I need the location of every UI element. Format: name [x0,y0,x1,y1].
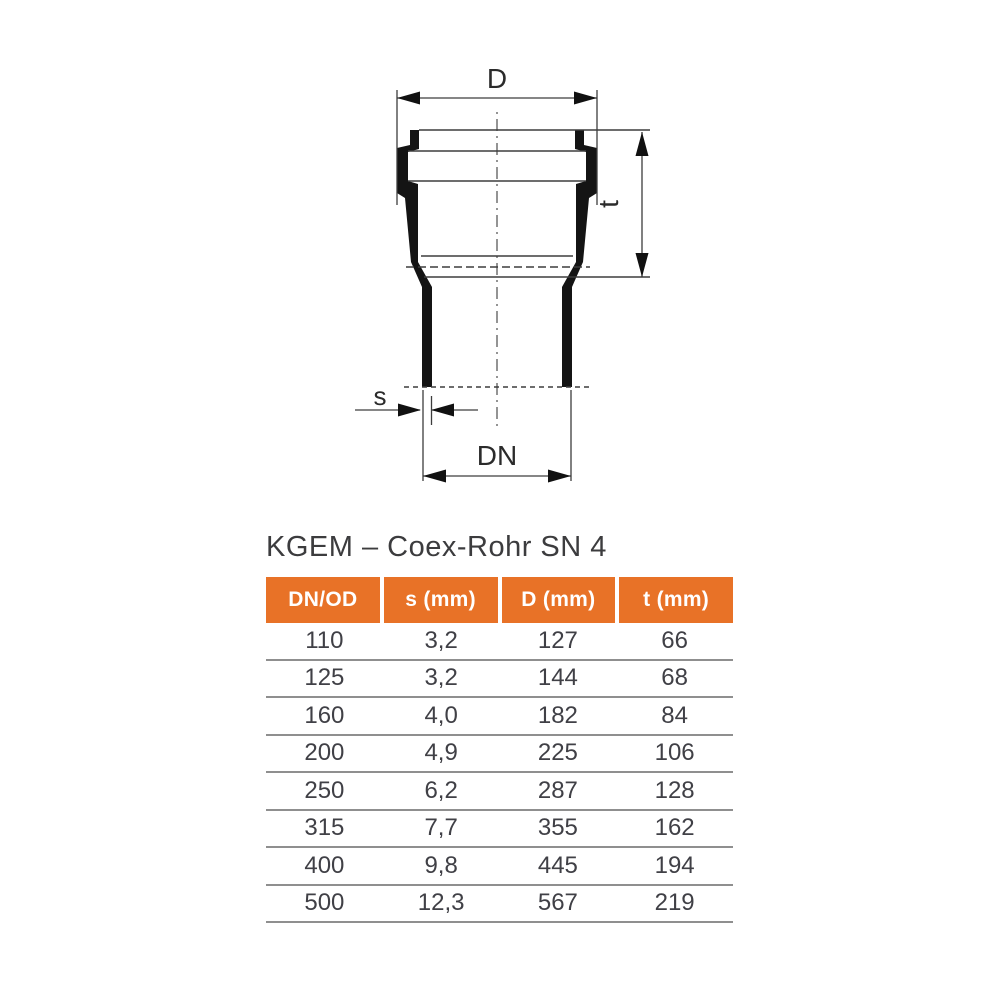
table-cell: 250 [304,776,345,804]
table-cell: 7,7 [424,814,458,842]
table-cell: 144 [537,664,578,692]
column-header-s: s (mm) [384,577,498,623]
table-cell: 287 [537,776,578,804]
table-row [266,623,733,661]
t-dimension-label: t [593,200,624,208]
table-cell: 66 [661,626,688,654]
table-cell: 125 [304,664,345,692]
t-arrow-top-icon [636,132,649,156]
table-cell: 162 [654,814,695,842]
d-arrow-right-icon [574,92,597,105]
d-arrow-left-icon [397,92,420,105]
column-header-d: D (mm) [502,577,616,623]
table-cell: 567 [537,889,578,917]
table-row [266,773,733,811]
t-arrow-bottom-icon [636,253,649,277]
table-cell: 3,2 [424,664,458,692]
table-row [266,698,733,736]
table-cell: 3,2 [424,626,458,654]
table-cell: 128 [654,776,695,804]
table-cell: 400 [304,851,345,879]
spec-table-header-row [266,577,733,623]
table-cell: 4,0 [424,701,458,729]
table-row [266,811,733,849]
table-cell: 182 [537,701,578,729]
table-cell: 6,2 [424,776,458,804]
table-row [266,661,733,699]
column-header-dn-od: DN/OD [266,577,380,623]
s-arrow-left-icon [398,404,421,417]
table-cell: 160 [304,701,345,729]
d-dimension-label: D [486,63,508,94]
table-cell: 315 [304,814,345,842]
table-cell: 110 [305,626,344,654]
table-cell: 4,9 [424,739,458,767]
dn-arrow-right-icon [548,470,571,483]
table-cell: 225 [537,739,578,767]
table-cell: 106 [654,739,695,767]
dn-arrow-left-icon [423,470,446,483]
table-cell: 200 [304,739,345,767]
table-cell: 68 [661,664,688,692]
dn-dimension-label: DN [476,440,518,471]
table-row [266,736,733,774]
spec-table [266,577,733,923]
s-dimension-label: s [373,381,387,411]
table-cell: 127 [537,626,578,654]
table-row [266,886,733,924]
table-cell: 355 [537,814,578,842]
table-cell: 219 [654,889,695,917]
pipe-wall-right [562,130,597,387]
table-cell: 84 [661,701,688,729]
table-cell: 500 [304,889,345,917]
pipe-wall-left [397,130,432,387]
column-header-t: t (mm) [619,577,733,623]
spec-table-body [266,623,733,923]
table-cell: 194 [654,851,695,879]
table-cell: 9,8 [424,851,458,879]
table-cell: 12,3 [417,889,465,917]
table-cell: 445 [537,851,578,879]
s-arrow-right-icon [431,404,454,417]
product-title: KGEM – Coex-Rohr SN 4 [266,531,607,563]
table-row [266,848,733,886]
